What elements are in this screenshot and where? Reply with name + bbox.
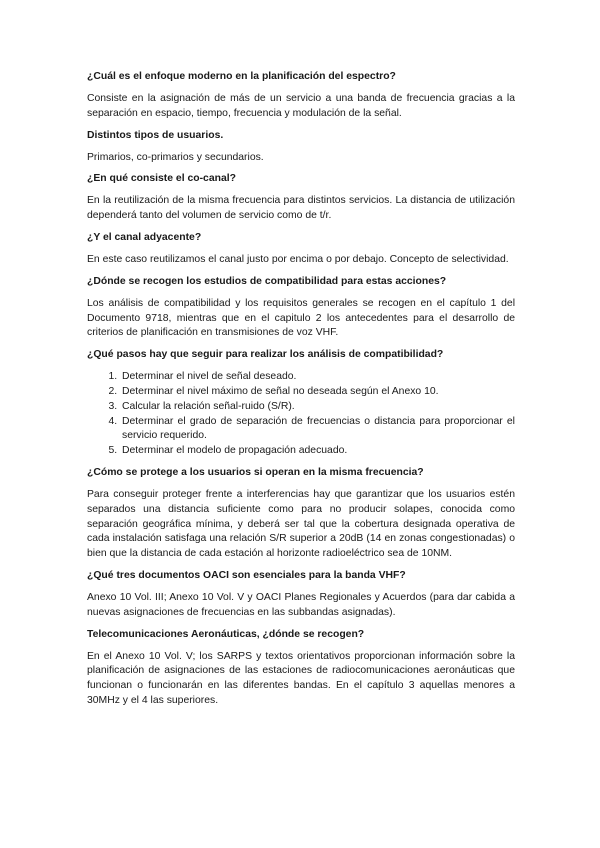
answer-paragraph: En el Anexo 10 Vol. V; los SARPS y textos orientativos proporcionan información sobre la planificación de asignaciones de las estaciones de radiocomunicaciones aeronáuticas que funcionan o funcionarán en las diferentes bandas. En el capítulo 3 aquellas menores a 30MHz y el 4 las superiores. [87,650,515,706]
question-heading: ¿Dónde se recogen los estudios de compatibilidad para estas acciones? [87,275,447,287]
answer-paragraph: Anexo 10 Vol. III; Anexo 10 Vol. V y OACI Planes Regionales y Acuerdos (para dar cabida a nuevas asignaciones de frecuencias en las subbandas asignadas). [87,591,515,618]
question-heading: ¿Qué pasos hay que seguir para realizar los análisis de compatibilidad? [87,349,444,361]
compatibility-steps-list [87,370,515,459]
question-heading: ¿Cómo se protege a los usuarios si operan en la misma frecuencia? [87,466,424,478]
answer-paragraph: En este caso reutilizamos el canal justo por encima o por debajo. Concepto de selectividad. [87,253,509,265]
answer-paragraph: Consiste en la asignación de más de un servicio a una banda de frecuencia gracias a la separación en espacio, tiempo, frecuencia y modulación de la señal. [87,93,515,119]
answer-paragraph: Los análisis de compatibilidad y los requisitos generales se recogen en el capítulo 1 del Documento 9718, mientras que en el capitulo 2 los antecedentes para el desarrollo de criterios de planificación en transmisiones de voz VHF. [87,297,515,339]
list-item: 4. Determinar el grado de separación de frecuencias o distancia para proporcionar el servicio requerido. [120,415,515,445]
question-heading: ¿Y el canal adyacente? [87,231,202,243]
list-item: 1. Determinar el nivel de señal deseado. [120,370,515,385]
list-item: 3. Calcular la relación señal-ruido (S/R). [120,400,515,415]
list-item: 5. Determinar el modelo de propagación adecuado. [120,444,515,459]
question-heading: Telecomunicaciones Aeronáuticas, ¿dónde se recogen? [87,628,365,640]
answer-paragraph: Primarios, co-primarios y secundarios. [87,151,264,163]
question-heading: ¿Qué tres documentos OACI son esenciales para la banda VHF? [87,569,406,581]
answer-paragraph: En la reutilización de la misma frecuencia para distintos servicios. La distancia de utilización dependerá tanto del volumen de servicio como de t/r. [87,195,515,222]
document-page [87,70,515,716]
question-heading: Distintos tipos de usuarios. [87,129,224,141]
question-heading: ¿En qué consiste el co-canal? [87,173,236,185]
question-heading: ¿Cuál es el enfoque moderno en la planificación del espectro? [87,71,396,82]
answer-paragraph: Para conseguir proteger frente a interferencias hay que garantizar que los usuarios estén separados una distancia suficiente como para no producir solapes, conocida como separación geográfica mínima, y deberá ser tal que la cobertura designada operativa de cada instalación satisfaga una relación S/R superior a 20dB (14 en zonas congestionadas) o bien que la distancia de cada estación al horizonte radioeléctrico sea de 10NM. [87,488,515,560]
list-item: 2. Determinar el nivel máximo de señal no deseada según el Anexo 10. [120,385,515,400]
